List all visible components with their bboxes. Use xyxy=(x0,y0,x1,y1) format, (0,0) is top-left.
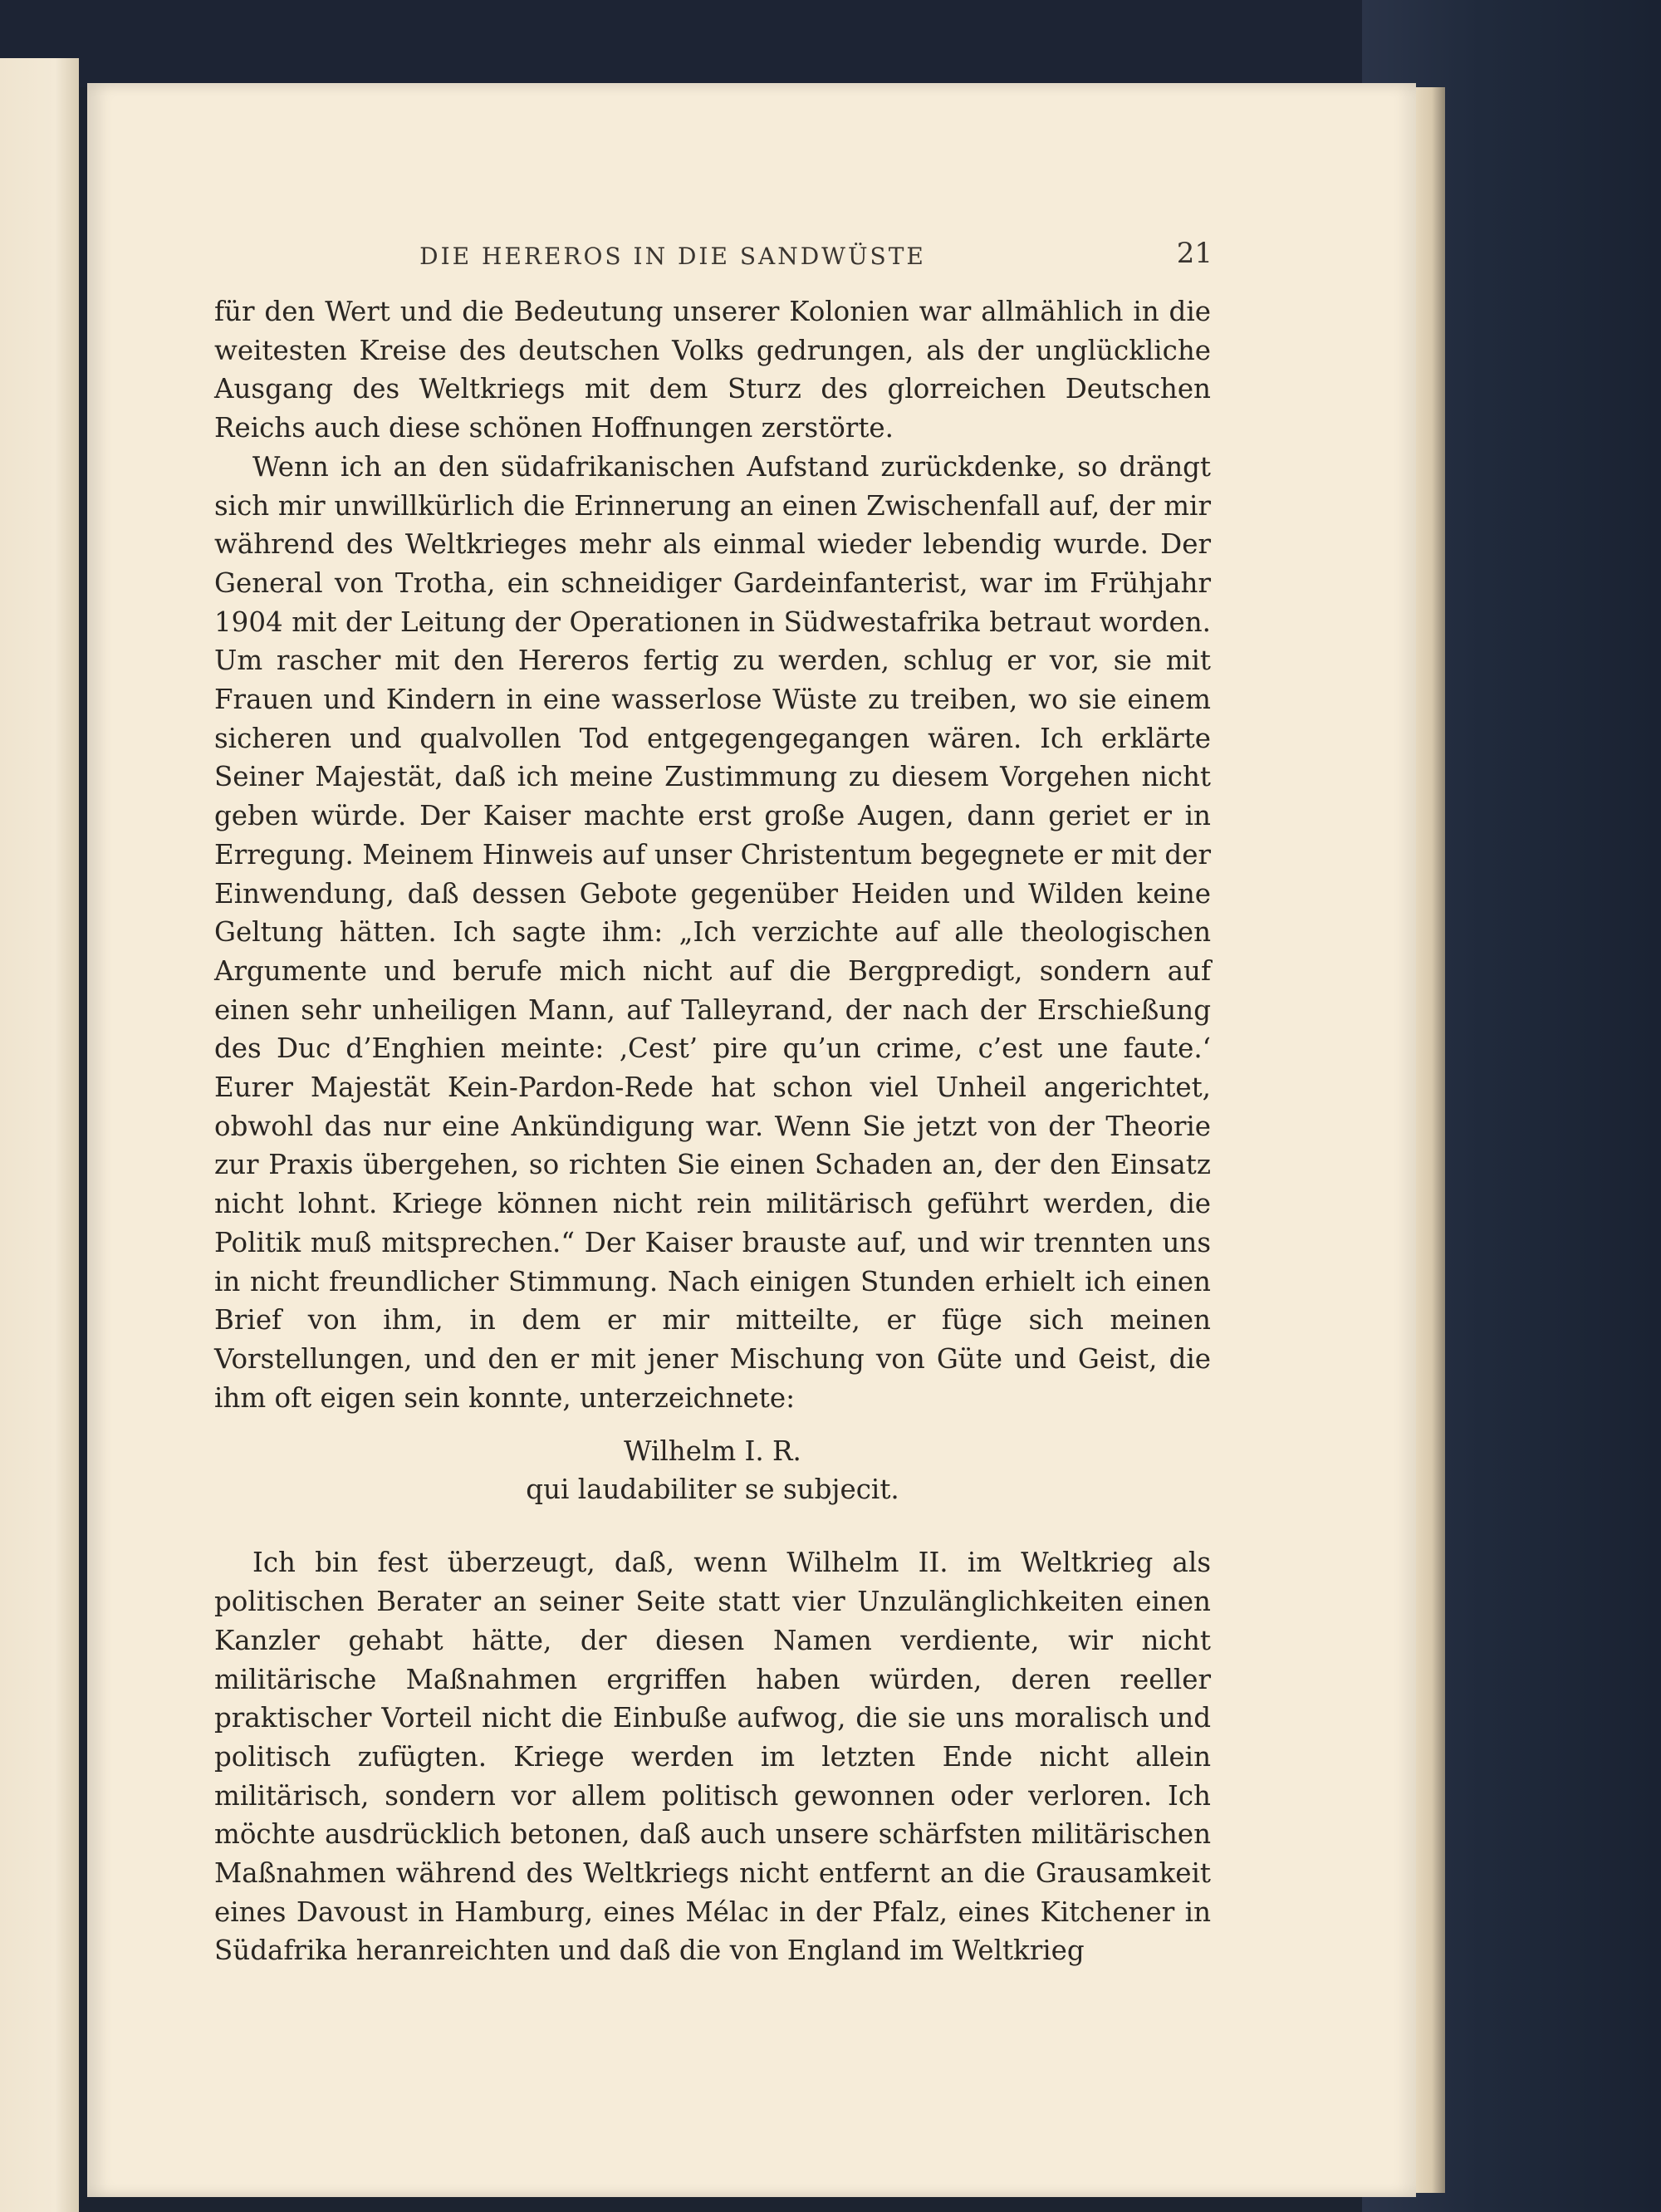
paragraph-3: Ich bin fest überzeugt, daß, wenn Wilhelm II. im Weltkrieg als politischen Berater an seiner Seite statt vier Unzulänglichkeiten einen Kanzler gehabt hätte, der diesen Namen verdiente, wir nicht militärische Maßnahmen ergriffen haben würden, deren reeller praktischer Vorteil nicht die Einbuße aufwog, die sie uns moralisch und politisch zufügten. Kriege werden im letzten Ende nicht allein militärisch, sondern vor allem politisch gewonnen oder verloren. Ich möchte ausdrücklich betonen, daß auch unsere schärfsten militärischen Maßnahmen während des Weltkriegs nicht entfernt an die Grausamkeit eines Davoust in Hamburg, eines Mélac in der Pfalz, eines Kitchener in Südafrika heranreichten und daß die von England im Weltkrieg xyxy=(214,1547,1211,1967)
left-page-edge xyxy=(0,58,79,2212)
running-title: DIE HEREROS IN DIE SANDWÜSTE xyxy=(419,243,926,270)
spacer xyxy=(214,1508,1211,1543)
page-number: 21 xyxy=(1176,237,1213,270)
paragraph-2: Wenn ich an den südafrikanischen Aufstand zurückdenke, so drängt sich mir unwillkürlich die Erinnerung an einen Zwischenfall auf, der mir während des Weltkrieges mehr als einmal wieder lebendig wurde. Der General von Trotha, ein schneidiger Gardeinfanterist, war im Frühjahr 1904 mit der Leitung der Operationen in Südwestafrika betraut worden. Um rascher mit den Hereros fertig zu werden, schlug er vor, sie mit Frauen und Kindern in eine wasserlose Wüste zu treiben, wo sie einem sicheren und qualvollen Tod entgegengegangen wären. Ich erklärte Seiner Majestät, daß ich meine Zustimmung zu diesem Vorgehen nicht geben würde. Der Kaiser machte erst große Augen, dann geriet er in Erregung. Meinem Hinweis auf unser Christentum begegnete er mit der Einwendung, daß dessen Gebote gegenüber Heiden und Wilden keine Geltung hätten. Ich sagte ihm: „Ich verzichte auf alle theologischen Argumente und berufe mich nicht auf die Bergpredigt, sondern auf einen sehr unheiligen Mann, auf Talleyrand, der nach der Erschießung des Duc d’Enghien meinte: ‚Cest’ pire qu’un crime, c’est une faute.‘ Eurer Majestät Kein-Pardon-Rede hat schon viel Unheil angerichtet, obwohl das nur eine Ankündigung war. Wenn Sie jetzt von der Theorie zur Praxis übergehen, so richten Sie einen Schaden an, der den Einsatz nicht lohnt. Kriege können nicht rein militärisch geführt werden, die Politik muß mitsprechen.“ Der Kaiser brauste auf, und wir trennten uns in nicht freundlicher Stimmung. Nach einigen Stunden erhielt ich einen Brief von ihm, in dem er mir mitteilte, er füge sich meinen Vorstellungen, und den er mit jener Mischung von Güte und Geist, die ihm oft eigen sein konnte, unterzeichnete: xyxy=(214,450,1211,1414)
signature-name: Wilhelm I. R. xyxy=(624,1435,801,1468)
signature-block xyxy=(214,1432,1211,1508)
paragraph-1: für den Wert und die Bedeutung unserer Kolonien war allmählich in die weitesten Kreise des deutschen Volks gedrungen, als der unglückliche Ausgang des Weltkriegs mit dem Sturz des glorreichen Deutschen Reichs auch diese schönen Hoffnungen zerstörte. xyxy=(214,296,1211,444)
page-edges xyxy=(1412,87,1445,2193)
page-body xyxy=(214,292,1211,1970)
signature-motto: qui laudabiliter se subjecit. xyxy=(526,1474,899,1506)
